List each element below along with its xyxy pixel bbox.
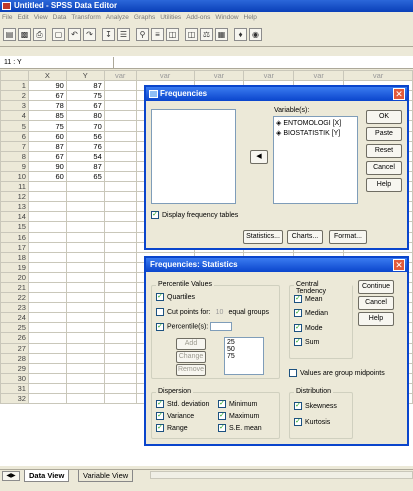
column-header[interactable]: var <box>104 71 136 81</box>
find-icon[interactable]: ⚲ <box>136 28 149 41</box>
print-icon[interactable]: ⎙ <box>33 28 46 41</box>
cell-y[interactable] <box>66 373 104 383</box>
cell-empty[interactable] <box>104 151 136 161</box>
row-number[interactable]: 26 <box>1 333 29 343</box>
cell-x[interactable] <box>28 383 66 393</box>
mean-checkbox[interactable]: ✓ Mean <box>295 295 323 303</box>
goto-case-icon[interactable]: ↧ <box>102 28 115 41</box>
cell-x[interactable] <box>28 252 66 262</box>
cell-x[interactable] <box>28 303 66 313</box>
cell-x[interactable]: 67 <box>28 151 66 161</box>
cell-x[interactable]: 60 <box>28 171 66 181</box>
cancel-button[interactable]: Cancel <box>358 296 394 310</box>
open-file-icon[interactable]: ▤ <box>3 28 16 41</box>
help-button[interactable]: Help <box>358 312 394 326</box>
menu-help[interactable]: Help <box>243 14 257 21</box>
value-labels-icon[interactable]: ♦ <box>234 28 247 41</box>
row-number[interactable]: 22 <box>1 293 29 303</box>
cell-y[interactable]: 54 <box>66 151 104 161</box>
cancel-button[interactable]: Cancel <box>366 161 402 175</box>
row-number[interactable]: 23 <box>1 303 29 313</box>
menu-data[interactable]: Data <box>52 14 67 21</box>
cell-y[interactable]: 67 <box>66 101 104 111</box>
cell-x[interactable] <box>28 212 66 222</box>
paste-button[interactable]: Paste <box>366 127 402 141</box>
undo-icon[interactable]: ↶ <box>68 28 81 41</box>
cell-x[interactable]: 87 <box>28 141 66 151</box>
checkmark-icon: ✓ <box>295 324 301 332</box>
row-number[interactable]: 5 <box>1 121 29 131</box>
cell-y[interactable] <box>66 343 104 353</box>
menu-transform[interactable]: Transform <box>71 14 101 21</box>
redo-icon[interactable]: ↷ <box>83 28 96 41</box>
corner-cell[interactable] <box>1 71 29 81</box>
cell-reference-bar <box>0 56 413 69</box>
cell-empty[interactable] <box>104 363 136 373</box>
row-number[interactable]: 29 <box>1 363 29 373</box>
insert-cases-icon[interactable]: ≡ <box>151 28 164 41</box>
cell-empty[interactable] <box>104 242 136 252</box>
checkmark-icon: ✓ <box>152 211 158 219</box>
cell-y[interactable]: 70 <box>66 121 104 131</box>
frequencies-dialog <box>144 85 409 250</box>
dispersion-group: Dispersion <box>151 392 280 439</box>
row-number[interactable]: 8 <box>1 151 29 161</box>
list-item[interactable]: 75 <box>227 353 235 360</box>
cell-x[interactable] <box>28 313 66 323</box>
split-file-icon[interactable]: ◫ <box>185 28 198 41</box>
frequencies-title-bar <box>146 87 407 101</box>
statistics-title: Frequencies: Statistics <box>150 260 238 269</box>
cell-x[interactable]: 60 <box>28 131 66 141</box>
row-number[interactable]: 13 <box>1 202 29 212</box>
cell-empty[interactable] <box>104 101 136 111</box>
menu-edit[interactable]: Edit <box>17 14 29 21</box>
column-header[interactable]: var <box>294 71 344 81</box>
checkmark-icon: ✓ <box>157 424 163 432</box>
cell-x[interactable] <box>28 192 66 202</box>
cell-y[interactable] <box>66 313 104 323</box>
cell-empty[interactable] <box>104 161 136 171</box>
close-icon[interactable]: ✕ <box>393 88 405 100</box>
cell-y[interactable]: 87 <box>66 161 104 171</box>
row-number[interactable]: 2 <box>1 91 29 101</box>
cell-empty[interactable] <box>104 353 136 363</box>
checkmark-icon: ✓ <box>295 338 301 346</box>
checkmark-icon: ✓ <box>157 293 163 301</box>
cell-empty[interactable] <box>104 212 136 222</box>
remove-button[interactable]: Remove <box>176 364 206 376</box>
checkmark-icon: ✓ <box>219 424 225 432</box>
spss-app-icon <box>2 2 11 10</box>
cell-empty[interactable] <box>104 202 136 212</box>
close-icon[interactable]: ✕ <box>393 259 405 271</box>
variables-label: Variable(s): <box>274 107 310 114</box>
checkmark-icon: ✓ <box>157 400 163 408</box>
cell-empty[interactable] <box>104 171 136 181</box>
row-number[interactable]: 24 <box>1 313 29 323</box>
cell-y[interactable] <box>66 272 104 282</box>
cell-y[interactable]: 75 <box>66 91 104 101</box>
cell-empty[interactable] <box>104 232 136 242</box>
statistics-button[interactable]: Statistics... <box>243 230 283 244</box>
cell-x[interactable] <box>28 242 66 252</box>
cell-empty[interactable] <box>104 111 136 121</box>
cell-empty[interactable] <box>104 293 136 303</box>
selected-variable-list[interactable] <box>273 116 358 204</box>
cell-y[interactable] <box>66 232 104 242</box>
continue-button[interactable]: Continue <box>358 280 394 294</box>
insert-variable-icon[interactable]: ◫ <box>166 28 179 41</box>
menu-file[interactable]: File <box>2 14 13 21</box>
cell-empty[interactable] <box>104 373 136 383</box>
cell-y[interactable] <box>66 333 104 343</box>
column-header[interactable]: Y <box>66 71 104 81</box>
cell-empty[interactable] <box>104 262 136 272</box>
menu-graphs[interactable]: Graphs <box>133 14 156 21</box>
cell-y[interactable] <box>66 363 104 373</box>
cell-x[interactable]: 78 <box>28 101 66 111</box>
cell-y[interactable] <box>66 394 104 404</box>
cell-empty[interactable] <box>104 192 136 202</box>
cell-x[interactable]: 90 <box>28 81 66 91</box>
cell-x[interactable] <box>28 293 66 303</box>
cell-y[interactable] <box>66 303 104 313</box>
cell-y[interactable]: 87 <box>66 81 104 91</box>
window-title-bar <box>0 0 413 12</box>
charts-button[interactable]: Charts... <box>287 230 323 244</box>
cell-y[interactable] <box>66 242 104 252</box>
menu-window[interactable]: Window <box>215 14 239 21</box>
ok-button[interactable]: OK <box>366 110 402 124</box>
use-sets-icon[interactable]: ◉ <box>249 28 262 41</box>
maximum-checkbox[interactable]: ✓ Maximum <box>219 412 260 420</box>
se-mean-checkbox[interactable]: ✓ S.E. mean <box>219 424 262 432</box>
cell-y[interactable] <box>66 182 104 192</box>
cell-empty[interactable] <box>104 91 136 101</box>
cell-empty[interactable] <box>104 222 136 232</box>
cell-x[interactable] <box>28 373 66 383</box>
horizontal-scrollbar[interactable] <box>150 471 413 479</box>
select-cases-icon[interactable]: ▦ <box>215 28 228 41</box>
cell-empty[interactable] <box>104 323 136 333</box>
menu-view[interactable]: View <box>33 14 48 21</box>
frequencies-title: Frequencies <box>160 89 208 98</box>
minimum-checkbox[interactable]: ✓ Minimum <box>219 400 258 408</box>
row-number[interactable]: 15 <box>1 222 29 232</box>
cell-y[interactable]: 56 <box>66 131 104 141</box>
list-item[interactable]: ◈ BIOSTATISTIK [Y] <box>276 130 341 137</box>
percentiles-checkbox[interactable]: ✓ Percentile(s): <box>156 322 232 332</box>
percentile-input[interactable] <box>210 322 232 331</box>
column-header[interactable]: var <box>194 71 244 81</box>
row-number[interactable]: 6 <box>1 131 29 141</box>
window-title: Untitled - SPSS Data Editor <box>14 1 118 10</box>
cell-y[interactable] <box>66 353 104 363</box>
row-number[interactable]: 11 <box>1 182 29 192</box>
row-number[interactable]: 12 <box>1 192 29 202</box>
cell-x[interactable] <box>28 272 66 282</box>
checkmark-icon: ✓ <box>295 309 301 317</box>
percentile-values-group: Percentile Values <box>151 285 280 379</box>
menu-analyze[interactable]: Analyze <box>105 14 129 21</box>
move-variable-button[interactable]: ◀ <box>250 150 268 164</box>
statistics-dialog <box>144 256 409 446</box>
cell-y[interactable]: 65 <box>66 171 104 181</box>
cell-x[interactable] <box>28 182 66 192</box>
cell-x[interactable] <box>28 353 66 363</box>
row-number[interactable]: 20 <box>1 272 29 282</box>
menu-bar <box>0 12 413 23</box>
format-button[interactable]: Format... <box>329 230 367 244</box>
row-number[interactable]: 1 <box>1 81 29 91</box>
cell-y[interactable] <box>66 293 104 303</box>
row-number[interactable]: 7 <box>1 141 29 151</box>
source-variable-list[interactable] <box>151 109 236 204</box>
cell-y[interactable]: 80 <box>66 111 104 121</box>
checkmark-icon: ✓ <box>295 402 301 410</box>
cell-empty[interactable] <box>104 81 136 91</box>
cell-empty[interactable] <box>104 182 136 192</box>
cell-empty[interactable] <box>104 141 136 151</box>
cell-empty[interactable] <box>104 343 136 353</box>
cut-points-input[interactable]: 10 <box>215 309 224 316</box>
change-button[interactable]: Change <box>176 351 206 363</box>
tab-data-view[interactable]: Data View <box>24 470 69 482</box>
cell-y[interactable] <box>66 222 104 232</box>
add-button[interactable]: Add <box>176 338 206 350</box>
dialog-icon <box>149 90 158 98</box>
sum-checkbox[interactable]: ✓ Sum <box>295 338 320 346</box>
cell-empty[interactable] <box>104 131 136 141</box>
cell-x[interactable]: 90 <box>28 161 66 171</box>
row-number[interactable]: 10 <box>1 171 29 181</box>
menu-add-ons[interactable]: Add-ons <box>186 14 211 21</box>
cell-x[interactable] <box>28 282 66 292</box>
cell-x[interactable] <box>28 363 66 373</box>
cell-x[interactable] <box>28 343 66 353</box>
cell-empty[interactable] <box>104 121 136 131</box>
quartiles-checkbox[interactable]: ✓ Quartiles <box>157 293 196 301</box>
row-number[interactable]: 9 <box>1 161 29 171</box>
cell-empty[interactable] <box>104 282 136 292</box>
cell-y[interactable] <box>66 323 104 333</box>
dialog-recall-icon[interactable]: ▢ <box>52 28 65 41</box>
checkmark-icon: ✓ <box>295 418 301 426</box>
cell-y[interactable] <box>66 262 104 272</box>
statistics-title-bar <box>146 258 407 272</box>
range-checkbox[interactable]: ✓ Range <box>157 424 188 432</box>
cell-x[interactable] <box>28 222 66 232</box>
cell-y[interactable] <box>66 383 104 393</box>
variables-icon[interactable]: ☰ <box>117 28 130 41</box>
display-frequency-tables-checkbox[interactable]: ✓ Display frequency tables <box>152 211 239 219</box>
cell-y[interactable]: 76 <box>66 141 104 151</box>
checkmark-icon: ✓ <box>219 412 225 420</box>
cell-empty[interactable] <box>104 333 136 343</box>
mode-checkbox[interactable]: ✓ Mode <box>295 324 323 332</box>
checkmark-icon: ✓ <box>157 322 163 330</box>
cell-reference[interactable]: 11 : Y <box>2 57 114 68</box>
tab-variable-view[interactable]: Variable View <box>78 470 133 482</box>
skewness-checkbox[interactable]: ✓ Skewness <box>295 402 337 410</box>
cut-points-checkbox[interactable]: Cut points for: 10 equal groups <box>156 308 269 318</box>
row-number[interactable]: 30 <box>1 373 29 383</box>
column-header[interactable]: var <box>136 71 194 81</box>
list-item[interactable]: 25 <box>227 339 235 346</box>
row-number[interactable]: 32 <box>1 394 29 404</box>
cell-empty[interactable] <box>104 394 136 404</box>
cell-empty[interactable] <box>104 272 136 282</box>
checkmark-icon: ✓ <box>219 400 225 408</box>
checkmark-icon: ✓ <box>295 295 301 303</box>
menu-utilities[interactable]: Utilities <box>160 14 182 21</box>
cell-empty[interactable] <box>104 303 136 313</box>
row-number[interactable]: 3 <box>1 101 29 111</box>
column-header-row <box>1 71 413 81</box>
row-number[interactable]: 27 <box>1 343 29 353</box>
row-number[interactable]: 21 <box>1 282 29 292</box>
column-header[interactable]: X <box>28 71 66 81</box>
cell-empty[interactable] <box>104 313 136 323</box>
column-header[interactable]: var <box>244 71 294 81</box>
reset-button[interactable]: Reset <box>366 144 402 158</box>
checkmark-icon: ✓ <box>157 412 163 420</box>
cell-y[interactable] <box>66 192 104 202</box>
help-button[interactable]: Help <box>366 178 402 192</box>
cell-y[interactable] <box>66 212 104 222</box>
variance-checkbox[interactable]: ✓ Variance <box>157 412 195 420</box>
percentile-list[interactable] <box>224 337 264 375</box>
cell-x[interactable] <box>28 202 66 212</box>
weight-cases-icon[interactable]: ⚖ <box>200 28 213 41</box>
row-number[interactable]: 25 <box>1 323 29 333</box>
tab-scroll-arrows-icon[interactable]: ◀▶ <box>2 471 20 481</box>
cell-x[interactable] <box>28 394 66 404</box>
row-number[interactable]: 16 <box>1 232 29 242</box>
save-icon[interactable]: ▩ <box>18 28 31 41</box>
row-number[interactable]: 28 <box>1 353 29 363</box>
row-number[interactable]: 19 <box>1 262 29 272</box>
cell-empty[interactable] <box>104 252 136 262</box>
column-header[interactable]: var <box>344 71 413 81</box>
cell-y[interactable] <box>66 202 104 212</box>
cell-x[interactable] <box>28 232 66 242</box>
cell-y[interactable] <box>66 282 104 292</box>
cell-x[interactable] <box>28 262 66 272</box>
cell-y[interactable] <box>66 252 104 262</box>
row-number[interactable]: 31 <box>1 383 29 393</box>
median-checkbox[interactable]: ✓ Median <box>295 309 328 317</box>
cell-empty[interactable] <box>104 383 136 393</box>
list-item[interactable]: 50 <box>227 346 235 353</box>
row-number[interactable]: 17 <box>1 242 29 252</box>
central-tendency-group: Central Tendency <box>289 285 353 359</box>
std-deviation-checkbox[interactable]: ✓ Std. deviation <box>157 400 210 408</box>
list-item[interactable]: ◈ ENTOMOLOGI [X] <box>276 120 342 127</box>
cell-x[interactable] <box>28 323 66 333</box>
row-number[interactable]: 18 <box>1 252 29 262</box>
row-number[interactable]: 14 <box>1 212 29 222</box>
row-number[interactable]: 4 <box>1 111 29 121</box>
toolbar <box>0 23 413 47</box>
cell-x[interactable]: 67 <box>28 91 66 101</box>
group-midpoints-checkbox[interactable]: Values are group midpoints <box>289 369 385 379</box>
kurtosis-checkbox[interactable]: ✓ Kurtosis <box>295 418 331 426</box>
cell-x[interactable]: 75 <box>28 121 66 131</box>
cell-x[interactable]: 85 <box>28 111 66 121</box>
distribution-group: Distribution <box>289 392 353 439</box>
cell-x[interactable] <box>28 333 66 343</box>
